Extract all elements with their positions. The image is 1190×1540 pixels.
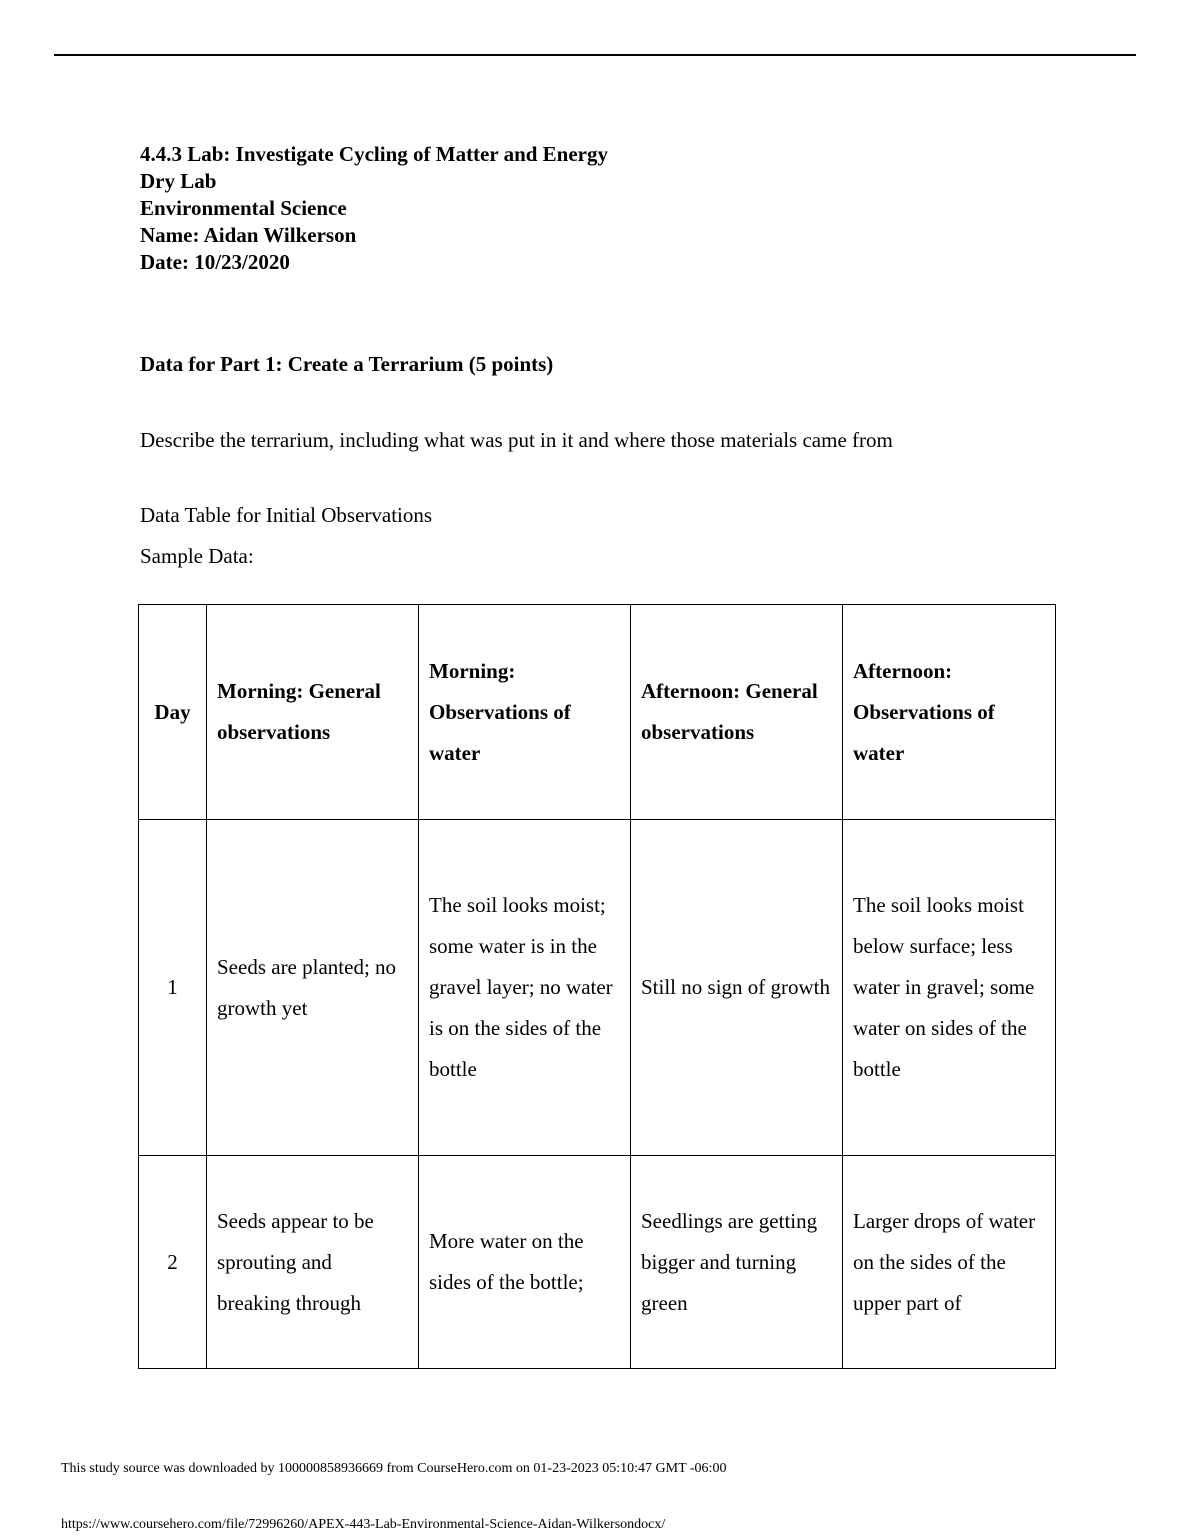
subject: Environmental Science xyxy=(140,196,347,220)
part1-prompt: Describe the terrarium, including what was put in it and where those materials came from xyxy=(140,428,893,452)
cell-day: 2 xyxy=(139,1156,207,1369)
cell-afternoon-general: Seedlings are getting bigger and turning green xyxy=(631,1156,843,1369)
cell-morning-general: Seeds appear to be sprouting and breaking through xyxy=(207,1156,419,1369)
source-url: https://www.coursehero.com/file/72996260/APEX-443-Lab-Environmental-Science-Aidan-Wilkersondocx/ xyxy=(61,1517,666,1532)
table-row xyxy=(139,820,1056,1156)
observations-table xyxy=(138,604,1056,1369)
header-day: Day xyxy=(139,605,207,820)
download-source-note: This study source was downloaded by 100000858936669 from CourseHero.com on 01-23-2023 05:10:47 GMT -06:00 xyxy=(61,1461,727,1476)
lab-type: Dry Lab xyxy=(140,169,217,193)
table-header-row xyxy=(139,605,1056,820)
header-afternoon-water: Afternoon: Observations of water xyxy=(843,605,1056,820)
header-morning-water: Morning: Observations of water xyxy=(419,605,631,820)
header-afternoon-general: Afternoon: General observations xyxy=(631,605,843,820)
table-caption: Data Table for Initial Observations xyxy=(140,503,433,527)
cell-day: 1 xyxy=(139,820,207,1156)
submission-date: Date: 10/23/2020 xyxy=(140,250,290,274)
table-row xyxy=(139,1156,1056,1369)
part1-heading: Data for Part 1: Create a Terrarium (5 points) xyxy=(140,352,554,376)
top-horizontal-rule xyxy=(54,54,1136,56)
document-header xyxy=(140,141,608,276)
cell-afternoon-water: The soil looks moist below surface; less water in gravel; some water on sides of the bottle xyxy=(843,820,1056,1156)
cell-morning-water: The soil looks moist; some water is in the gravel layer; no water is on the sides of the bottle xyxy=(419,820,631,1156)
cell-morning-water: More water on the sides of the bottle; xyxy=(419,1156,631,1369)
student-name: Name: Aidan Wilkerson xyxy=(140,223,357,247)
cell-afternoon-water: Larger drops of water on the sides of the upper part of xyxy=(843,1156,1056,1369)
cell-morning-general: Seeds are planted; no growth yet xyxy=(207,820,419,1156)
cell-afternoon-general: Still no sign of growth xyxy=(631,820,843,1156)
lab-title: 4.4.3 Lab: Investigate Cycling of Matter and Energy xyxy=(140,142,608,166)
sample-data-label: Sample Data: xyxy=(140,544,254,568)
header-morning-general: Morning: General observations xyxy=(207,605,419,820)
